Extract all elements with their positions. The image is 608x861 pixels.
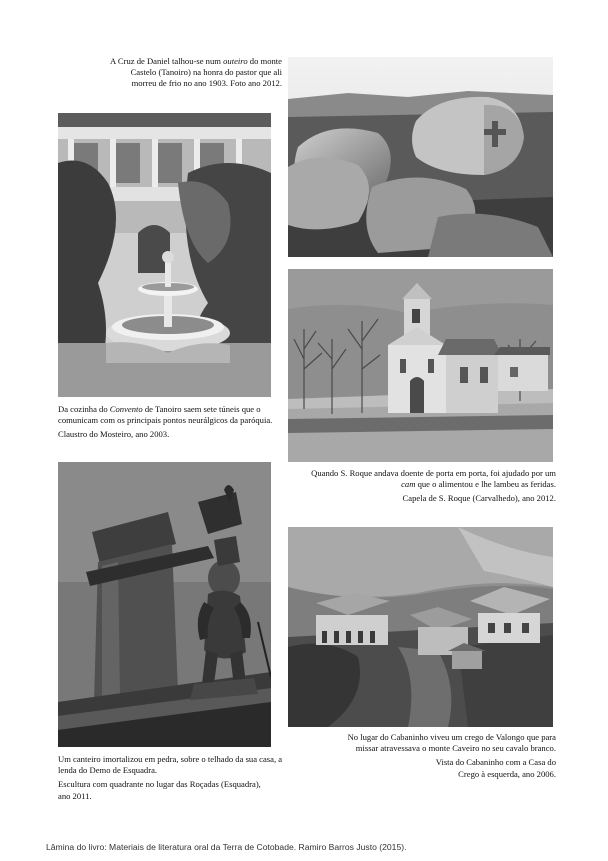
- photo-cruz-de-daniel: [288, 57, 553, 257]
- caption-cruz-de-daniel: A Cruz de Daniel talhou-se num outeiro do monte Castelo (Tanoiro) na honra do pastor que ali morreu de frio no ano 1903. Foto ano 2012.: [109, 56, 282, 89]
- photo-capela-de-s-roque: [288, 269, 553, 462]
- caption-s-roque: Quando S. Roque andava doente de porta em porta, foi ajudado por um cam que o alimentou e lhe lambeu as feridas. Capela de S. Roque (Carvalhedo), ano 2012.: [311, 468, 556, 504]
- caption-canteiro: Um canteiro imortalizou em pedra, sobre o telhado da sua casa, a lenda do Demo de Esquadra. Escultura com quadrante no lugar das Roçadas (Esquadra), ano 2011.: [58, 754, 283, 801]
- caption-convento: Da cozinha do Convento de Tanoiro saem sete túneis que o comunicam com os principais pontos neurálgicos da paróquia. Claustro do Mosteiro, ano 2003.: [58, 404, 273, 440]
- photo-claustro-do-mosteiro: [58, 113, 271, 397]
- photo-cabaninho: [288, 527, 553, 727]
- footer-book-reference: Lâmina do livro: Materiais de literatura oral da Terra de Cotobade. Ramiro Barros Justo (2015).: [46, 842, 407, 852]
- photo-escultura-demo-de-esquadra: [58, 462, 271, 747]
- caption-cabaninho: No lugar do Cabaninho viveu um crego de Valongo que para missar atravessava o monte Caveiro no seu cavalo branco. Vista do Cabaninho com a Casa do Crego à esquerda, ano 2006.: [347, 732, 556, 779]
